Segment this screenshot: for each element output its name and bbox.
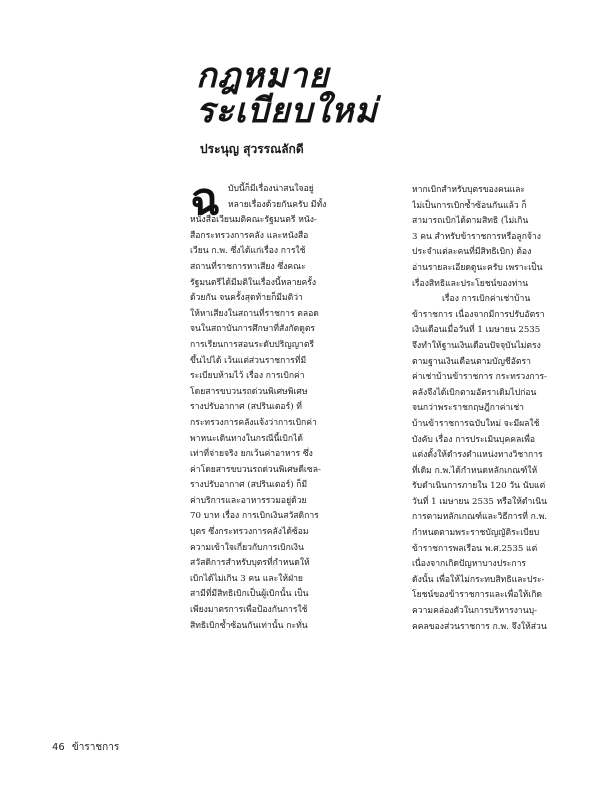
text-line: สถานที่ราชการหาเสียง ซึ่งคณะ bbox=[190, 261, 306, 272]
right-column bbox=[412, 183, 612, 635]
text-line: โดยสารขบวนรถด่วนพิเศษพิเศษ bbox=[190, 386, 308, 397]
magazine-name: ข้าราชการ bbox=[71, 742, 120, 753]
text-line: เพียงมาตรการเพื่อป้องกันการใช้ bbox=[190, 605, 308, 616]
text-line: บ้านข้าราชการฉบับใหม่ จะมีผลใช้ bbox=[412, 418, 540, 429]
text-line: เวียน ก.พ. ซึ่งได้แก่เรื่อง การใช้ bbox=[190, 246, 306, 257]
text-line: หากเบิกสำหรับบุตรของคนและ bbox=[412, 185, 526, 195]
text-line: พาหนะเดินทางในกรณีนี้เบิกได้ bbox=[190, 433, 303, 444]
text-line: ข้าราชการพลเรือน พ.ศ.2535 แต่ bbox=[412, 543, 538, 554]
text-line: รางปรับอากาศ (สปรินเตอร์) ที่ bbox=[190, 402, 302, 413]
text-line: รางปรับอากาศ (สปรินเตอร์) ก็มี bbox=[190, 480, 308, 491]
text-line: คลังจึงได้เบิกตามอัตราเดิมไปก่อน bbox=[412, 387, 537, 398]
text-line: เรื่อง การเบิกค่าเช่าบ้าน bbox=[442, 294, 531, 305]
text-line: บังคับ เรื่อง การประเมินบุคคลเพื่อ bbox=[412, 434, 536, 445]
text-line: สามารถเบิกได้ตามสิทธิ (ไม่เกิน bbox=[412, 216, 529, 227]
text-line: สิทธิเบิกซ้ำซ้อนกันเท่านั้น กะทั่น bbox=[190, 620, 308, 631]
text-line: สามีที่มีสิทธิเบิกเป็นผู้เบิกนั้น เป็น bbox=[190, 589, 309, 600]
text-line: สือกระทรวงการคลัง และหนังสือ bbox=[190, 230, 309, 241]
text-line: บับนี้ก็มีเรื่องน่าสนใจอยู่ bbox=[228, 184, 314, 194]
text-line: เนื่องจากเกิดปัญหาบางประการ bbox=[412, 559, 527, 570]
text-line: โยชน์ของข้าราชการและเพื่อให้เกิด bbox=[412, 590, 542, 601]
author-byline: ประนุญ สุวรรณลักดี bbox=[200, 142, 304, 156]
article-title-line1: กฎหมาย bbox=[196, 56, 330, 96]
text-line: อ่านรายละเอียดดูนะครับ เพราะเป็น bbox=[412, 262, 543, 273]
text-line: รับดำเนินการภายใน 120 วัน นับแต่ bbox=[412, 481, 546, 492]
text-line: ให้หาเสียงในสถานที่ราชการ ตลอด bbox=[190, 308, 319, 319]
text-line: ที่เดิม ก.พ.ได้กำหนดหลักเกณฑ์ให้ bbox=[412, 465, 538, 476]
text-line: เท่าที่จ่ายจริง ยกเว้นค่าอาหาร ซึ่ง bbox=[190, 449, 313, 460]
page-number: 46 bbox=[52, 742, 65, 753]
text-line: การตามหลักเกณฑ์และวิธีการที่ ก.พ. bbox=[412, 512, 547, 523]
text-line: รัฐมนตรีได้มีมติในเรื่องนี้หลายครั้ง bbox=[190, 277, 317, 288]
text-line: ดังนั้น เพื่อให้ไม่กระทบสิทธิและประ- bbox=[412, 574, 545, 585]
text-line: จึงทำให้ฐานเงินเดือนปัจจุบันไม่ตรง bbox=[412, 340, 541, 351]
text-line: 3 คน สำหรับข้าราชการหรือลูกจ้าง bbox=[412, 231, 541, 242]
text-line: เรื่องสิทธิและประโยชน์ของท่าน bbox=[412, 278, 529, 289]
text-line: สวัสดิการสำหรับบุตรที่กำหนดให้ bbox=[190, 558, 310, 569]
text-line: ประจำแต่ละคนที่มีสิทธิเบิก) ต้อง bbox=[412, 247, 532, 258]
text-line: กำหนดตามพระราชบัญญัติระเบียบ bbox=[412, 528, 540, 539]
drop-cap: ฉ bbox=[190, 174, 220, 225]
text-line: ตามฐานเงินเดือนตามบัญชีอัตรา bbox=[412, 356, 531, 367]
text-line: จนกว่าพระราชกฤษฎีกาค่าเช่า bbox=[412, 403, 524, 414]
text-line: ขึ้นไปได้ เว้นแต่ส่วนราชการที่มี bbox=[190, 355, 307, 366]
text-line: ความคล่องตัวในการบริหารงานบุ- bbox=[412, 606, 537, 617]
text-line: เงินเดือนเมื่อวันที่ 1 เมษายน 2535 bbox=[412, 325, 541, 336]
text-line: หลายเรื่องด้วยกันครับ มีทั้ง bbox=[228, 199, 327, 210]
text-line: วันที่ 1 เมษายน 2535 หรือให้ดำเนิน bbox=[412, 496, 548, 507]
article-title-line2: ระเบียบใหม่ bbox=[196, 91, 378, 131]
text-line: ค่าเช่าบ้านข้าราชการ กระทรวงการ- bbox=[412, 372, 547, 383]
text-line: หนังสือเวียนมติคณะรัฐมนตรี หนัง- bbox=[190, 215, 317, 226]
text-line: เบิกได้ไม่เกิน 3 คน และให้ฝ่าย bbox=[190, 573, 303, 584]
text-line: ด้วยกัน จนครั้งสุดท้ายก็มีมติว่า bbox=[190, 293, 303, 304]
text-line: แต่งตั้งให้ดำรงตำแหน่งทางวิชาการ bbox=[412, 450, 543, 461]
text-line: ข้าราชการ เนื่องจากมีการปรับอัตรา bbox=[412, 309, 545, 320]
text-line: คคลของส่วนราชการ ก.พ. จึงให้ส่วน bbox=[412, 621, 547, 632]
text-line: จนในสถาบันการศึกษาที่สังกัดดูตร bbox=[190, 324, 316, 335]
page-footer bbox=[52, 740, 119, 755]
text-line: ค่าโดยสารขบวนรถด่วนพิเศษดีเซล- bbox=[190, 464, 321, 475]
text-line: ค่าบริการและอาหารรวมอยู่ด้วย bbox=[190, 495, 307, 506]
text-line: 70 บาท เรื่อง การเบิกเงินสวัสดิการ bbox=[190, 511, 319, 522]
text-line: ระเบียบห้ามไว้ เรื่อง การเบิกค่า bbox=[190, 371, 305, 382]
text-line: กระทรวงการคลังแจ้งว่าการเบิกค่า bbox=[190, 417, 317, 428]
text-line: ความเข้าใจเกี่ยวกับการเบิกเงิน bbox=[190, 542, 304, 553]
text-line: บุตร ซึ่งกระทรวงการคลังได้ซ้อม bbox=[190, 527, 309, 538]
left-column bbox=[190, 182, 390, 634]
text-line: การเรียนการสอนระดับปริญญาตรี bbox=[190, 339, 315, 350]
text-line: ไม่เป็นการเบิกซ้ำซ้อนกันแล้ว ก็ bbox=[412, 200, 527, 211]
